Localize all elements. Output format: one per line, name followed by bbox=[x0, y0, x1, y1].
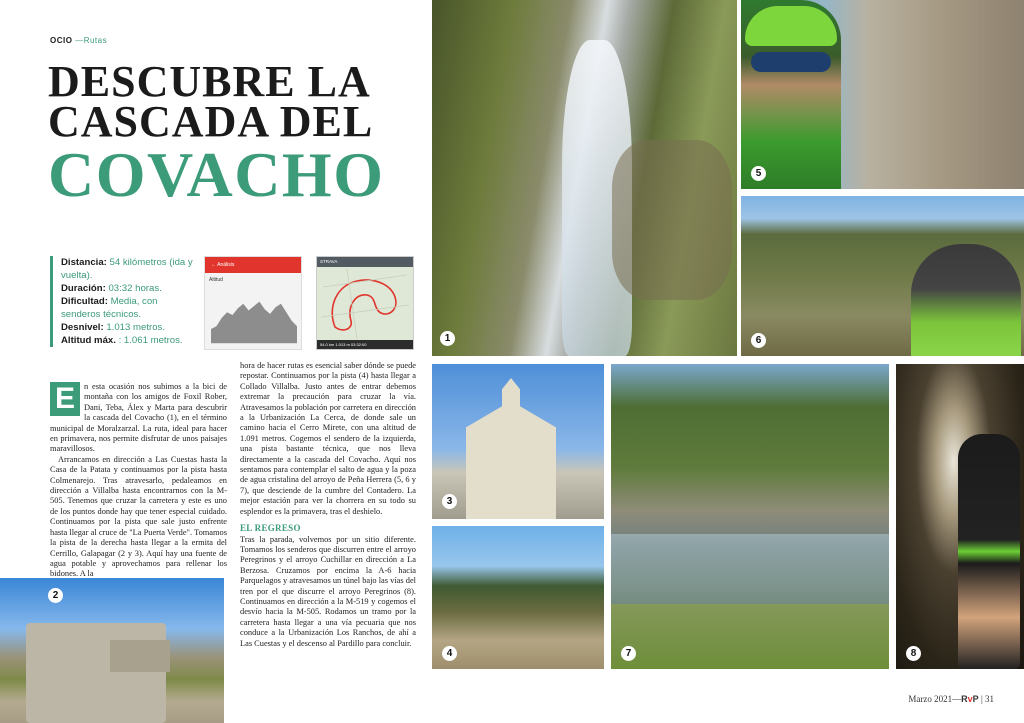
photo-stream bbox=[611, 364, 889, 669]
photo-number-4: 4 bbox=[442, 646, 457, 661]
altitude-label: Altitud bbox=[209, 277, 223, 283]
stat-distance-value: 54 kilómetros (ida y vuelta). bbox=[61, 257, 193, 281]
fountain-trough bbox=[110, 640, 170, 672]
title-line-3: COVACHO bbox=[48, 139, 385, 210]
col1-paragraph-2: Arrancamos en dirección a Las Cuestas hasta la Casa de la Patata y continuamos por la pista hasta Colmenarejo. Tras atravesarlo, pedaleamos en dirección a Villalba hasta encontrarnos con la M-505. Tenemos que cruzar la carretera y este es uno de los puntos donde hay que tener especial cuidado. Continuamos por la pista que sale justo enfrente hasta llegar al cruce de "La Puerta Verde". Tomamos la pista de la derecha hasta llegar a la ermita del Cerrillo, Galapagar (2 y 3). Aquí hay una fuente de agua potable y aprovechamos para rellenar los bidones. A la bbox=[50, 454, 227, 579]
title-line-1: DESCUBRE LA bbox=[48, 57, 371, 106]
route-stats bbox=[50, 256, 195, 347]
photo-number-1: 1 bbox=[440, 331, 455, 346]
photo-fountain bbox=[0, 578, 224, 723]
folio-date: Marzo 2021— bbox=[908, 694, 962, 704]
drop-cap: E bbox=[50, 382, 80, 416]
altitude-profile-graph bbox=[209, 285, 299, 345]
photo-number-7: 7 bbox=[621, 646, 636, 661]
photo-number-3: 3 bbox=[442, 494, 457, 509]
tunnel-rider bbox=[958, 434, 1020, 669]
stat-duration-label: Duración: bbox=[61, 283, 106, 294]
page-number: 31 bbox=[985, 694, 994, 704]
selfie-rider bbox=[741, 0, 841, 189]
waterfall-rock bbox=[612, 140, 732, 300]
folio-separator: | bbox=[978, 694, 985, 704]
section-label bbox=[50, 36, 107, 45]
altitude-card-title: Análisis bbox=[217, 262, 235, 268]
photo-number-8: 8 bbox=[906, 646, 921, 661]
altitude-card-header bbox=[205, 257, 301, 273]
title-line-2: CASCADA DEL bbox=[48, 97, 374, 146]
logo-r: R bbox=[961, 694, 968, 704]
stat-distance-label: Distancia: bbox=[61, 257, 107, 268]
article-title bbox=[48, 57, 418, 210]
map-card-header: STRAVA bbox=[317, 257, 413, 267]
photo-number-5: 5 bbox=[751, 166, 766, 181]
photo-chapel bbox=[432, 364, 604, 519]
stat-max-altitude bbox=[61, 334, 195, 347]
rider-back bbox=[911, 244, 1021, 356]
photo-number-6: 6 bbox=[751, 333, 766, 348]
altitude-profile-card bbox=[204, 256, 302, 350]
col1-paragraph-1 bbox=[50, 382, 227, 455]
stat-elevation-value: 1.013 metros. bbox=[103, 322, 165, 333]
route-map bbox=[317, 267, 413, 341]
stat-duration-value: 03:32 horas. bbox=[105, 283, 162, 294]
map-card-footer: 54.0 km 1.013 m 03:32:00 bbox=[317, 340, 413, 349]
page-folio bbox=[908, 694, 994, 704]
stream-water bbox=[611, 534, 889, 604]
fountain-stone bbox=[26, 623, 166, 723]
stat-duration bbox=[61, 282, 195, 295]
stat-elevation bbox=[61, 321, 195, 334]
stat-elevation-label: Desnivel: bbox=[61, 322, 104, 333]
chapel-shape bbox=[466, 378, 556, 519]
article-column-1 bbox=[50, 382, 227, 580]
stat-distance bbox=[61, 256, 195, 282]
photo-dirt-track bbox=[432, 526, 604, 669]
altitude-area bbox=[211, 302, 297, 343]
logo-v: v bbox=[967, 694, 973, 704]
route-map-card bbox=[316, 256, 414, 350]
stat-difficulty-label: Dificultad: bbox=[61, 296, 108, 307]
magazine-logo bbox=[961, 694, 979, 704]
helmet-shape bbox=[745, 6, 837, 46]
col2-paragraph-2: Tras la parada, volvemos por un sitio diferente. Tomamos los senderos que discurren entre el arroyo Peregrinos y el arroyo Cuchillar en dirección a La Berzosa. Cruzamos por encima la A-6 hacia Parquelagos y atravesamos un túnel bajo las vías del tren por el que discurre el arroyo Peregrinos (8). Continuamos en dirección a la M-519 y cogemos el desvío hacia la M-505. Rodamos un tramo por la carretera hasta llegar a una vía pecuaria que nos conduce a la Urbanización Los Ranchos, de ahí a Las Cuestas y el descenso al Pardillo para concluir. bbox=[240, 534, 416, 648]
article-column-2 bbox=[240, 361, 416, 649]
section-rutas: Rutas bbox=[83, 36, 108, 45]
stat-difficulty-value: Media, con senderos técnicos. bbox=[61, 296, 158, 320]
section-ocio: OCIO bbox=[50, 36, 73, 45]
stat-max-altitude-label: Altitud máx. bbox=[61, 335, 116, 346]
photo-tunnel bbox=[896, 364, 1024, 669]
section-dash: — bbox=[75, 36, 84, 45]
photo-waterfall bbox=[432, 0, 737, 356]
back-arrow-icon: ← bbox=[211, 262, 216, 268]
section-heading-regreso: EL REGRESO bbox=[240, 523, 301, 534]
stat-max-altitude-value: : 1.061 metros. bbox=[115, 335, 183, 346]
route-line bbox=[332, 280, 396, 330]
photo-number-2: 2 bbox=[48, 588, 63, 603]
sunglasses-shape bbox=[751, 52, 831, 72]
col1-paragraph-1-text: n esta ocasión nos subimos a la bici de montaña con los amigos de Foxil Rober, Dani, Teba, Álex y Marta para descubrir la cascada del Covacho (1), en el término municipal de Moralzarzal. La ruta, ideal para hacer en primavera, nos permite disfrutar de unos paisajes maravillosos. bbox=[50, 382, 227, 454]
photo-rider-rocks bbox=[741, 196, 1024, 356]
stat-difficulty bbox=[61, 295, 195, 321]
col2-paragraph-1: hora de hacer rutas es esencial saber dónde se puede repostar. Continuamos por la pista (4) hasta llegar a Collado Villalba. Justo antes de entrar debemos extremar la precaución para cruzar la vía. Atravesamos la población por carretera en dirección a la Urbanización La Cerca, de donde sale un camino hacia el Cerro Mirete, con una altitud de 1.091 metros. Cogemos el sendero de la izquierda, una pista bastante técnica, que nos lleva directamente a la cascada del Covacho. Aquí nos sentamos para contemplar el salto de agua y la poza de agua cristalina del arroyo de Peña Herrera (5, 6 y 7), que desciende de la cumbre del Contadero. La mejor estación para ver la chorrera en su todo su esplendor es la primavera, tras el deshielo. bbox=[240, 361, 416, 516]
logo-p: P bbox=[972, 694, 979, 704]
photo-selfie bbox=[741, 0, 1024, 189]
